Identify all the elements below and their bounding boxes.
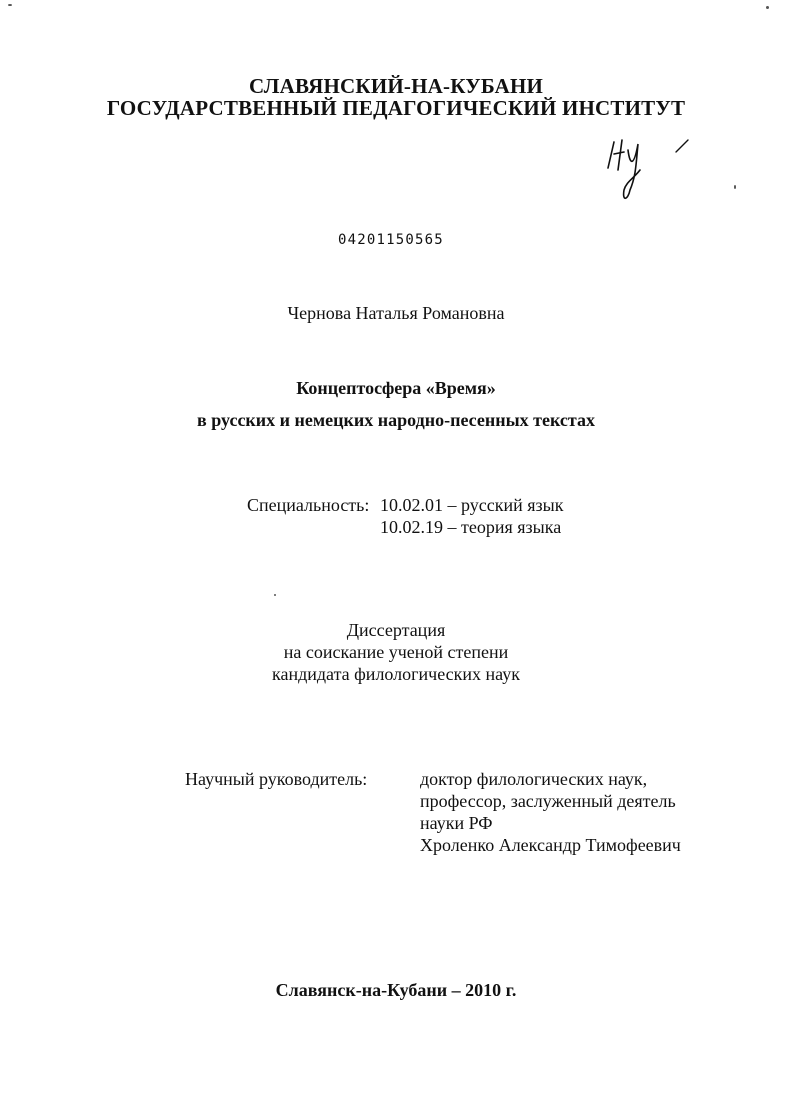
dissertation-line-2: на соискание ученой степени: [283, 642, 509, 662]
document-code: 04201150565: [338, 232, 444, 248]
institute-name-line-2: ГОСУДАРСТВЕННЫЙ ПЕДАГОГИЧЕСКИЙ ИНСТИТУТ: [106, 96, 686, 120]
specialty-item-1: 10.02.01 – русский язык: [380, 495, 564, 515]
author-name: Чернова Наталья Романовна: [287, 303, 505, 323]
dissertation-line-3: кандидата филологических наук: [272, 664, 520, 684]
scan-speck: [274, 594, 276, 596]
scan-speck: [766, 6, 769, 9]
scan-speck: [734, 185, 736, 189]
supervisor-line-1: доктор филологических наук,: [420, 769, 648, 789]
title-line-2: в русских и немецких народно-песенных текстах: [197, 410, 595, 430]
supervisor-name: Хроленко Александр Тимофеевич: [420, 835, 681, 855]
specialty-item-2: 10.02.19 – теория языка: [380, 517, 562, 537]
supervisor-line-3: науки РФ: [420, 813, 493, 833]
specialty-label: Специальность:: [247, 495, 370, 515]
title-line-1: Концептосфера «Время»: [296, 378, 496, 398]
institute-name-line-1: СЛАВЯНСКИЙ-НА-КУБАНИ: [248, 74, 544, 98]
handwritten-signature: [600, 130, 700, 205]
dissertation-line-1: Диссертация: [346, 620, 446, 640]
scan-speck: [8, 4, 12, 6]
place-and-year: Славянск-на-Кубани – 2010 г.: [275, 980, 517, 1000]
supervisor-line-2: профессор, заслуженный деятель: [420, 791, 676, 811]
supervisor-label: Научный руководитель:: [185, 769, 368, 789]
